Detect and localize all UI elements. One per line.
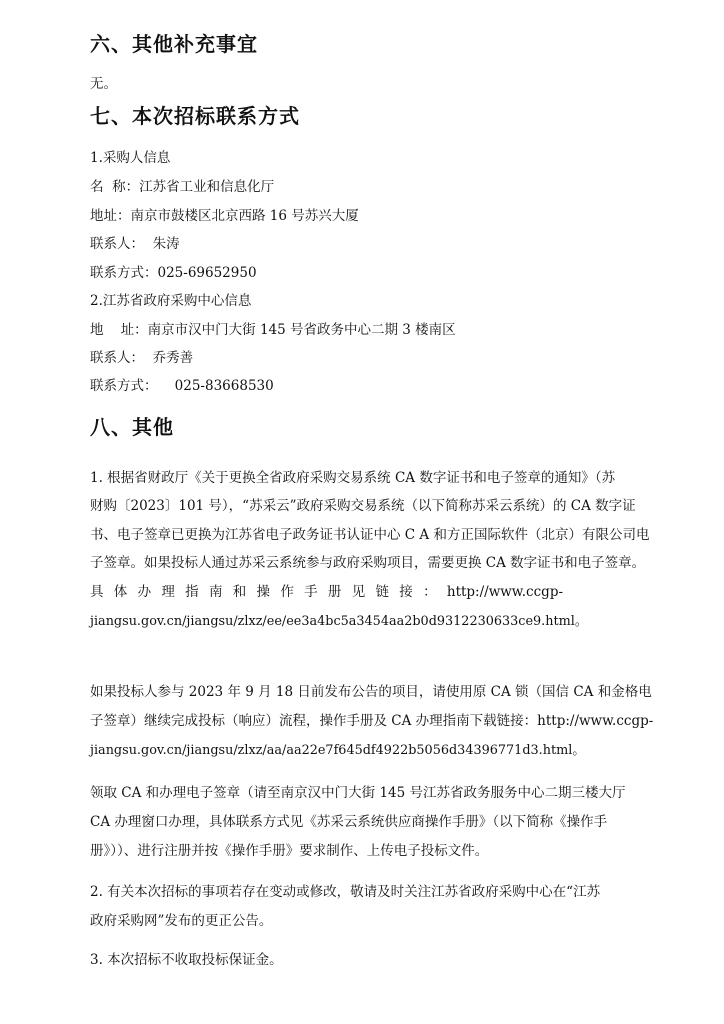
paragraph-4-line: 政府采购网”发布的更正公告。 [90, 913, 273, 929]
purchaser-contact: 联系人： 朱涛 [90, 236, 180, 252]
center-address: 地 址：南京市汉中门大街 145 号省政务中心二期 3 楼南区 [90, 322, 456, 338]
purchaser-info-heading: 1.采购人信息 [90, 150, 171, 166]
paragraph-2-line: 如果投标人参与 2023 年 9 月 18 日前发布公告的项目，请使用原 CA 锁（国信 CA 和金格电 [90, 684, 652, 700]
purchaser-phone: 联系方式：025-69652950 [90, 265, 257, 281]
center-contact: 联系人： 乔秀善 [90, 350, 194, 366]
section-6-body: 无。 [90, 76, 117, 92]
paragraph-1-line: 财购〔2023〕101 号），“苏采云”政府采购交易系统（以下简称苏采云系统）的 CA 数字证 [90, 498, 636, 514]
paragraph-1-line: 1. 根据省财政厅《关于更换全省政府采购交易系统 CA 数字证书和电子签章的通知》（苏 [90, 470, 616, 486]
paragraph-3-line: CA 办理窗口办理，具体联系方式见《苏采云系统供应商操作手册》（以下简称《操作手 [90, 814, 608, 830]
center-info-heading: 2.江苏省政府采购中心信息 [90, 293, 252, 309]
center-phone: 联系方式： 025-83668530 [90, 378, 274, 394]
paragraph-5: 3. 本次招标不收取投标保证金。 [90, 952, 283, 968]
paragraph-2-line: 子签章）继续完成投标（响应）流程，操作手册及 CA 办理指南下载链接：http://www.ccgp- [90, 713, 654, 729]
purchaser-address: 地址：南京市鼓楼区北京西路 16 号苏兴大厦 [90, 208, 359, 224]
paragraph-1-link[interactable]: jiangsu.gov.cn/jiangsu/zlxz/ee/ee3a4bc5a3454aa2b0d9312230633ce9.html。 [90, 614, 588, 629]
section-6-title: 六、其他补充事宜 [90, 32, 258, 56]
paragraph-3-line: 领取 CA 和办理电子签章（请至南京汉中门大街 145 号江苏省政务服务中心二期三楼大厅 [90, 785, 626, 801]
purchaser-name: 名 称：江苏省工业和信息化厅 [90, 179, 275, 195]
paragraph-2-link[interactable]: jiangsu.gov.cn/jiangsu/zlxz/aa/aa22e7f645df4922b5056d34396771d3.html。 [90, 743, 586, 758]
paragraph-1-line: 具 体 办 理 指 南 和 操 作 手 册 见 链 接 ： http://www.ccgp- [90, 584, 564, 600]
paragraph-4-line: 2. 有关本次招标的事项若存在变动或修改，敬请及时关注江苏省政府采购中心在“江苏 [90, 884, 601, 900]
paragraph-1-line: 书、电子签章已更换为江苏省电子政务证书认证中心 C A 和方正国际软件（北京）有限公司电 [90, 527, 650, 543]
section-7-title: 七、本次招标联系方式 [90, 104, 300, 128]
paragraph-3-line: 册》））、进行注册并按《操作手册》要求制作、上传电子投标文件。 [90, 843, 489, 859]
paragraph-1-line: 子签章。如果投标人通过苏采云系统参与政府采购项目，需要更换 CA 数字证书和电子签章。 [90, 555, 646, 571]
section-8-title: 八、其他 [90, 415, 174, 439]
